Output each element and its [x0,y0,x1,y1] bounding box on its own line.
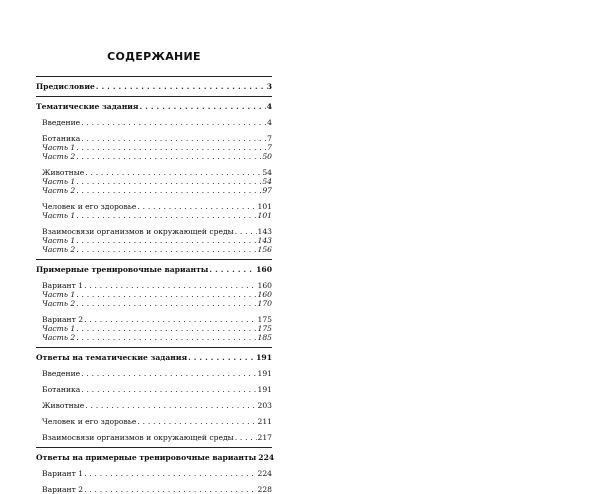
table-of-contents [36,76,275,494]
toc-leader-dots [235,433,257,442]
toc-page-number: 224 [257,469,272,478]
toc-section-entry[interactable] [36,453,275,462]
toc-leader-dots [81,134,266,143]
toc-page-number: 7 [267,143,272,152]
toc-page-number: 160 [257,290,272,299]
spacer [36,394,272,401]
page-title: СОДЕРЖАНИЕ [107,50,201,63]
spacer [36,426,272,433]
toc-part-entry[interactable] [36,299,272,308]
spacer [36,220,272,227]
toc-part-entry[interactable] [36,324,272,333]
toc-entry-label: Ботаника [42,385,81,394]
toc-entry-label: Взаимосвязи организмов и окружающей среды [42,227,234,236]
toc-subsection-entry[interactable] [36,385,272,394]
toc-page-number: 175 [257,315,272,324]
toc-leader-dots [84,485,256,494]
document-page [36,0,275,494]
toc-entry-label: Часть 1 [42,236,76,245]
toc-part-entry[interactable] [36,236,272,245]
toc-leader-dots [76,333,256,342]
toc-subsection-entry[interactable] [36,485,272,494]
toc-page-number: 203 [257,401,272,410]
toc-leader-dots [76,152,261,161]
toc-entry-label: Часть 2 [42,333,76,342]
toc-entry-label: Часть 1 [42,324,76,333]
spacer [36,308,272,315]
toc-part-entry[interactable] [36,186,272,195]
toc-entry-label: Часть 1 [42,177,76,186]
toc-entry-label: Ботаника [42,134,81,143]
toc-entry-label: Введение [42,369,81,378]
toc-entry-label: Ответы на тематические задания [36,353,188,362]
toc-page-number: 143 [257,236,272,245]
toc-part-entry[interactable] [36,211,272,220]
spacer [36,195,272,202]
toc-leader-dots [137,417,256,426]
spacer [36,462,272,469]
spacer [36,410,272,417]
toc-part-entry[interactable] [36,143,272,152]
spacer [36,127,272,134]
toc-leader-dots [76,211,256,220]
toc-page-number: 50 [262,152,272,161]
toc-page-number: 3 [266,82,272,91]
toc-leader-dots [76,236,256,245]
toc-entry-label: Часть 2 [42,245,76,254]
toc-page-number: 228 [257,485,272,494]
toc-entry-label: Вариант 2 [42,315,84,324]
toc-page-number: 185 [257,333,272,342]
spacer [36,478,272,485]
toc-page-number: 54 [262,168,272,177]
toc-leader-dots [140,102,266,111]
toc-entry-label: Вариант 2 [42,485,84,494]
toc-leader-dots [96,82,266,91]
toc-entry-label: Примерные тренировочные варианты [36,265,209,274]
toc-subsection-entry[interactable] [36,401,272,410]
toc-part-entry[interactable] [36,177,272,186]
toc-leader-dots [84,315,256,324]
toc-page-number: 217 [257,433,272,442]
toc-leader-dots [85,401,256,410]
toc-leader-dots [76,324,256,333]
toc-section-entry[interactable] [36,82,272,91]
toc-entry-label: Тематические задания [36,102,139,111]
toc-page-number: 211 [257,417,272,426]
toc-entry-label: Часть 1 [42,143,76,152]
toc-leader-dots [76,186,261,195]
toc-page-number: 143 [257,227,272,236]
toc-page-number: 101 [257,211,272,220]
toc-page-number: 170 [257,299,272,308]
toc-subsection-entry[interactable] [36,118,272,127]
toc-entry-label: Взаимосвязи организмов и окружающей среды [42,433,234,442]
toc-part-entry[interactable] [36,290,272,299]
toc-leader-dots [84,469,256,478]
toc-leader-dots [81,369,256,378]
toc-leader-dots [76,299,256,308]
toc-leader-dots [235,227,257,236]
toc-leader-dots [76,177,261,186]
toc-page-number: 54 [262,177,272,186]
toc-page-number: 191 [257,385,272,394]
toc-leader-dots [76,245,256,254]
toc-page-number: 160 [257,281,272,290]
toc-leader-dots [188,353,255,362]
toc-section-entry[interactable] [36,265,272,274]
spacer [36,378,272,385]
toc-entry-label: Часть 2 [42,186,76,195]
toc-entry-label: Человек и его здоровье [42,417,137,426]
toc-subsection-entry[interactable] [36,134,272,143]
toc-entry-label: Часть 1 [42,290,76,299]
toc-page-number: 7 [267,134,272,143]
toc-entry-label: Вариант 1 [42,469,84,478]
toc-part-entry[interactable] [36,333,272,342]
toc-section-entry[interactable] [36,102,272,111]
toc-page-number: 156 [257,245,272,254]
toc-page-number: 191 [257,369,272,378]
toc-entry-label: Предисловие [36,82,95,91]
toc-page-number: 224 [258,453,275,462]
spacer [36,111,272,118]
toc-leader-dots [85,168,261,177]
toc-entry-label: Часть 2 [42,152,76,161]
toc-page-number: 101 [257,202,272,211]
toc-page-number: 175 [257,324,272,333]
toc-page-number: 191 [256,353,272,362]
toc-entry-label: Животные [42,168,85,177]
toc-subsection-entry[interactable] [36,227,272,236]
toc-leader-dots [137,202,256,211]
toc-page-number: 4 [267,118,272,127]
toc-subsection-entry[interactable] [36,281,272,290]
toc-subsection-entry[interactable] [36,369,272,378]
toc-part-entry[interactable] [36,245,272,254]
toc-subsection-entry[interactable] [36,315,272,324]
spacer [36,274,272,281]
toc-leader-dots [81,385,256,394]
toc-entry-label: Ответы на примерные тренировочные варианты [36,453,257,462]
toc-subsection-entry[interactable] [36,433,272,442]
toc-page-number: 160 [256,265,272,274]
toc-leader-dots [76,143,266,152]
toc-entry-label: Человек и его здоровье [42,202,137,211]
toc-section-entry[interactable] [36,353,272,362]
toc-part-entry[interactable] [36,152,272,161]
toc-entry-label: Часть 1 [42,211,76,220]
toc-entry-label: Введение [42,118,81,127]
toc-subsection-entry[interactable] [36,417,272,426]
toc-subsection-entry[interactable] [36,469,272,478]
toc-leader-dots [209,265,255,274]
toc-entry-label: Часть 2 [42,299,76,308]
toc-leader-dots [84,281,256,290]
toc-subsection-entry[interactable] [36,168,272,177]
toc-entry-label: Животные [42,401,85,410]
toc-leader-dots [81,118,266,127]
spacer [36,362,272,369]
spacer [36,161,272,168]
toc-entry-label: Вариант 1 [42,281,84,290]
toc-subsection-entry[interactable] [36,202,272,211]
toc-leader-dots [76,290,256,299]
toc-page-number: 4 [266,102,272,111]
toc-page-number: 97 [262,186,272,195]
